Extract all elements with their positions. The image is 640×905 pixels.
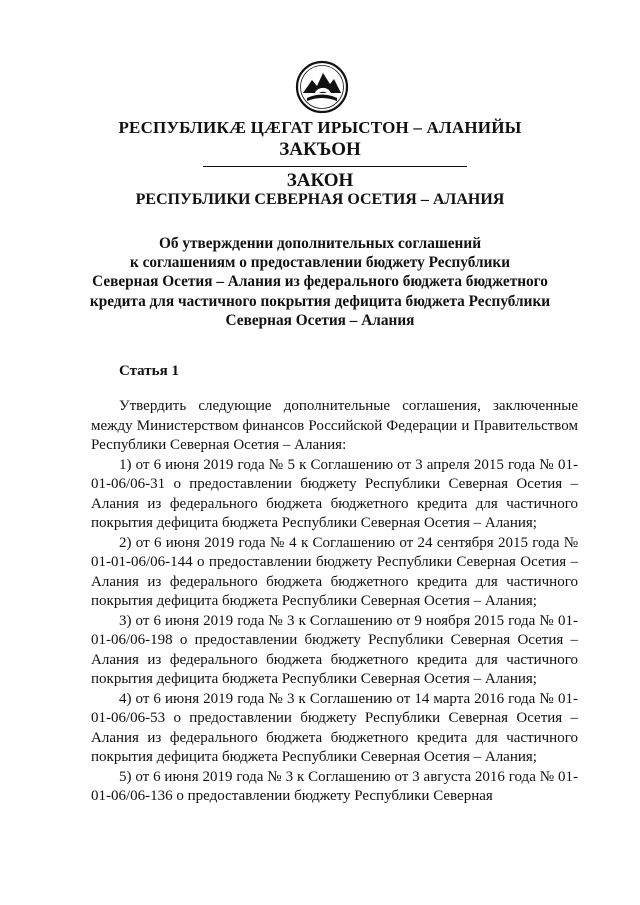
article-heading: Статья 1 [119,363,179,379]
law-title [60,234,580,330]
coat-of-arms-icon [295,60,349,114]
article-item: 5) от 6 июня 2019 года № 3 к Соглашению от 3 августа 2016 года № 01-01-06/06-136 о предоставлении бюджету Республики Северная [91,768,578,804]
article-item: 3) от 6 июня 2019 года № 3 к Соглашению от 9 ноября 2015 года № 01-01-06/06-198 о предоставлении бюджету Республики Северная Осетия – Алания из федерального бюджета бюджетного кредита для частичного покрытия дефицита бюджета Республики Северная Осетия – Алания; [91,612,578,687]
header-divider [203,166,467,167]
republic-name-russian: РЕСПУБЛИКИ СЕВЕРНАЯ ОСЕТИЯ – АЛАНИЯ [135,191,505,208]
article-item: 4) от 6 июня 2019 года № 3 к Соглашению от 14 марта 2016 года № 01-01-06/06-53 о предоставлении бюджету Республики Северная Осетия – Алания из федерального бюджета бюджетного кредита для частичного покрытия дефицита бюджета Республики Северная Осетия – Алания; [91,690,578,765]
law-title-line: Северная Осетия – Алания [225,311,415,329]
article-item: 1) от 6 июня 2019 года № 5 к Соглашению от 3 апреля 2015 года № 01-01-06/06-31 о предоставлении бюджету Республики Северная Осетия – Алания из федерального бюджета бюджетного кредита для частичного покрытия дефицита бюджета Республики Северная Осетия – Алания; [91,456,578,531]
law-word-russian: ЗАКОН [286,170,354,191]
law-title-line: к соглашениям о предоставлении бюджету Республики [129,254,511,272]
law-title-line: Об утверждении дополнительных соглашений [158,235,482,252]
law-title-line: Северная Осетия – Алания из федерального бюджета бюджетного [92,273,548,291]
article-intro: Утвердить следующие дополнительные соглашения, заключенные между Министерством финансов Российской Федерации и Правительством Республики Северная Осетия – Алания: [91,398,578,453]
article-item: 2) от 6 июня 2019 года № 4 к Соглашению от 24 сентября 2015 года № 01-01-06/06-144 о предоставлении бюджету Республики Северная Осетия – Алания из федерального бюджета бюджетного кредита для частичного покрытия дефицита бюджета Республики Северная Осетия – Алания; [91,534,578,609]
republic-name-ossetian: РЕСПУБЛИКӔ ЦӔГАТ ИРЫСТОН – АЛАНИЙЫ [118,118,522,137]
article-body [91,397,578,807]
law-word-ossetian: ЗАКЪОН [279,139,361,160]
law-title-line: кредита для частичного покрытия дефицита бюджета Республики [89,292,551,310]
